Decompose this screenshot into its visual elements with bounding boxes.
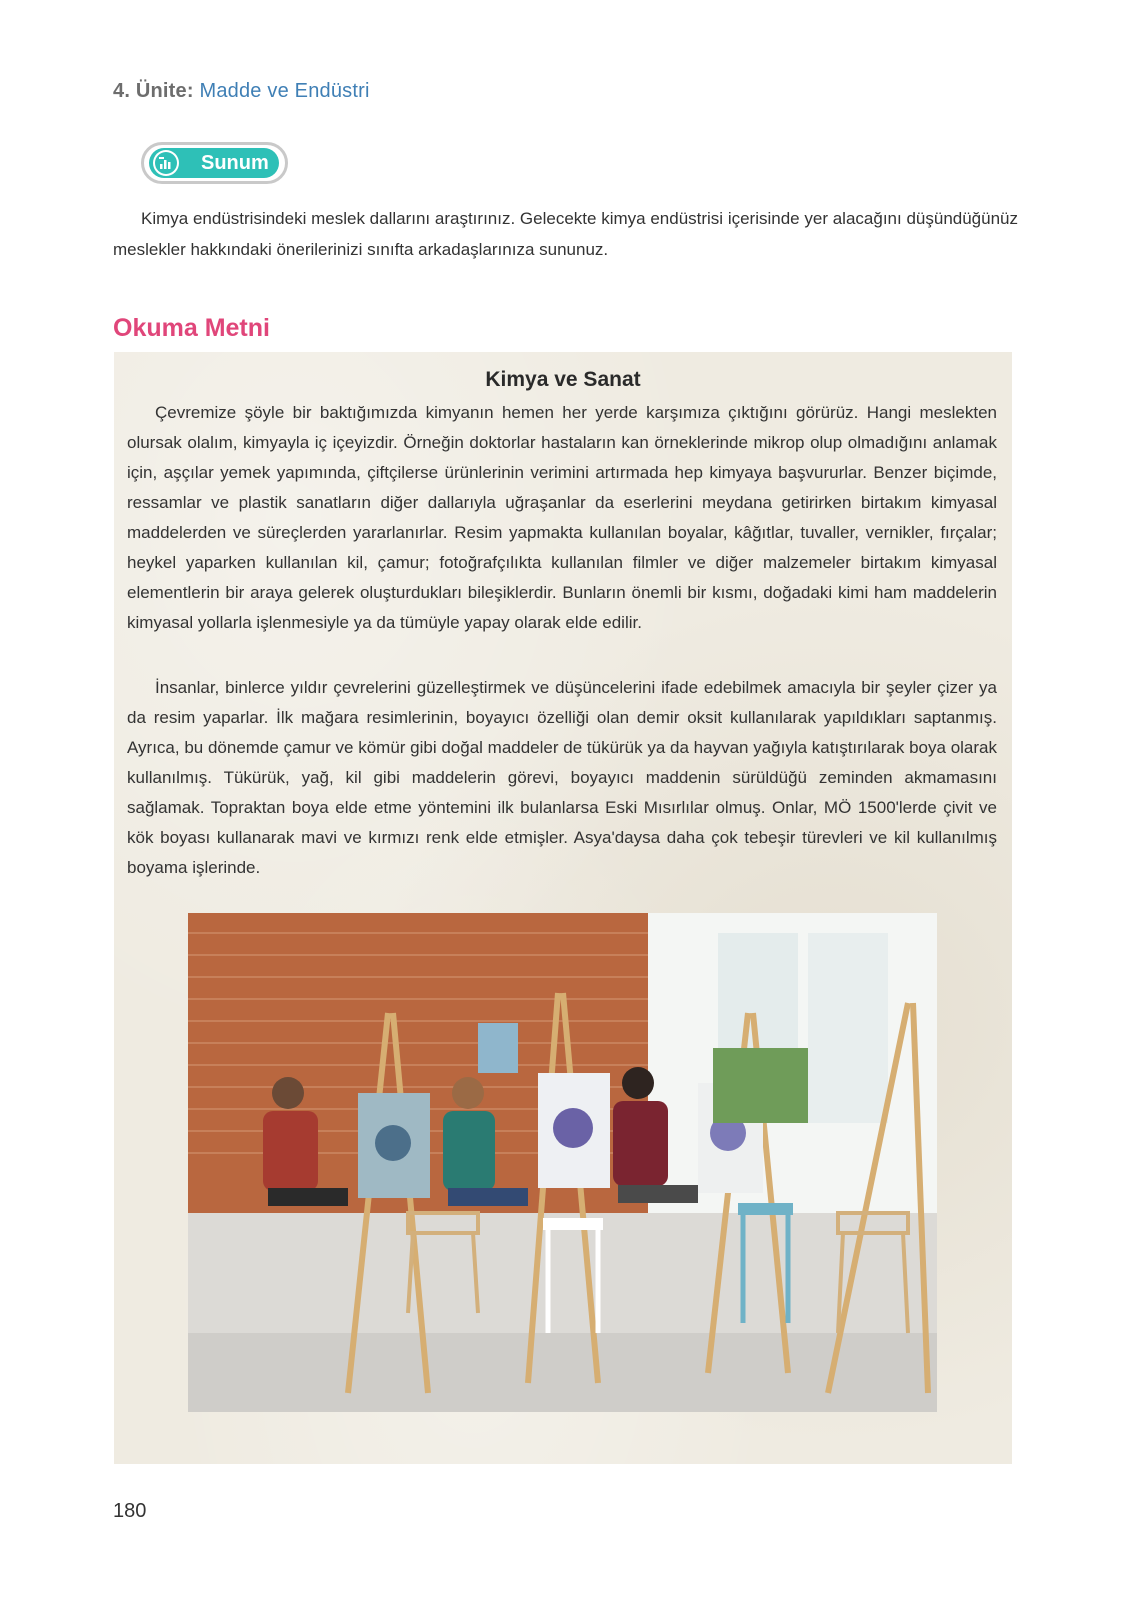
- sunum-badge: [141, 142, 288, 184]
- intro-paragraph: Kimya endüstrisindeki meslek dallarını araştırınız. Gelecekte kimya endüstrisi içerisinde yer alacağını düşündüğünüz meslekler hakkındaki önerilerinizi sınıfta arkadaşlarınıza sununuz.: [113, 209, 1018, 259]
- sunum-label: Sunum: [201, 152, 269, 174]
- unit-name: Madde ve Endüstri: [199, 80, 370, 102]
- unit-header: [113, 80, 370, 103]
- reading-title: Kimya ve Sanat: [485, 368, 641, 391]
- unit-label: 4. Ünite:: [113, 80, 194, 102]
- reading-paragraph-2: İnsanlar, binlerce yıldır çevrelerini güzelleştirmek ve düşüncelerini ifade edebilmek amacıyla bir şeyler çizer ya da resim yaparlar. İlk mağara resimlerinin, boyayıcı özelliği olan demir oksit kullanılarak yapıldıkları saptanmış. Ayrıca, bu dönemde çamur ve kömür gibi doğal maddeler de tükürük ya da hayvan yağıyla katıştırılarak boya olarak kullanılmış. Tükürük, yağ, kil gibi maddelerin görevi, boyayıcı maddenin sürüldüğü zeminden akmamasını sağlamak. Topraktan boya elde etme yöntemini ilk bulanlarsa Eski Mısırlılar olmuş. Onlar, MÖ 1500'lerde çivit ve kök boyası kullanarak mavi ve kırmızı renk elde etmişler. Asya'daysa daha çok tebeşir türevleri ve kil kullanılmış boyama işlerinde.: [127, 678, 997, 877]
- page-number: 180: [113, 1500, 147, 1522]
- presentation-chart-icon: [153, 150, 179, 176]
- sunum-badge-fill: [149, 148, 279, 178]
- art-class-photo: [188, 913, 937, 1412]
- reading-panel: [114, 352, 1012, 1464]
- reading-paragraph-1: Çevremize şöyle bir baktığımızda kimyanın hemen her yerde karşımıza çıktığını görürüz. Hangi meslekten olursak olalım, kimyayla iç içeyizdir. Örneğin doktorlar hastaların kan örneklerinde mikrop olup olmadığını anlamak için, aşçılar yemek yapımında, çiftçilerse ürünlerinin verimini artırmada hep kimyaya başvururlar. Benzer biçimde, ressamlar ve plastik sanatların diğer dallarıyla uğraşanlar da eserlerini meydana getirirken birtakım kimyasal maddelerden ve süreçlerden yararlanırlar. Resim yapmakta kullanılan boyalar, kâğıtlar, tuvaller, vernikler, fırçalar; heykel yaparken kullanılan kil, çamur; fotoğrafçılıkta kullanılan filmler ve diğer malzemeler birtakım kimyasal elementlerin bir araya gelerek oluşturdukları bileşiklerdir. Bunların önemli bir kısmı, doğadaki kimi ham maddelerin kimyasal yollarla işlenmesiyle ya da tümüyle yapay olarak elde edilir.: [127, 403, 997, 632]
- section-title: Okuma Metni: [113, 314, 270, 342]
